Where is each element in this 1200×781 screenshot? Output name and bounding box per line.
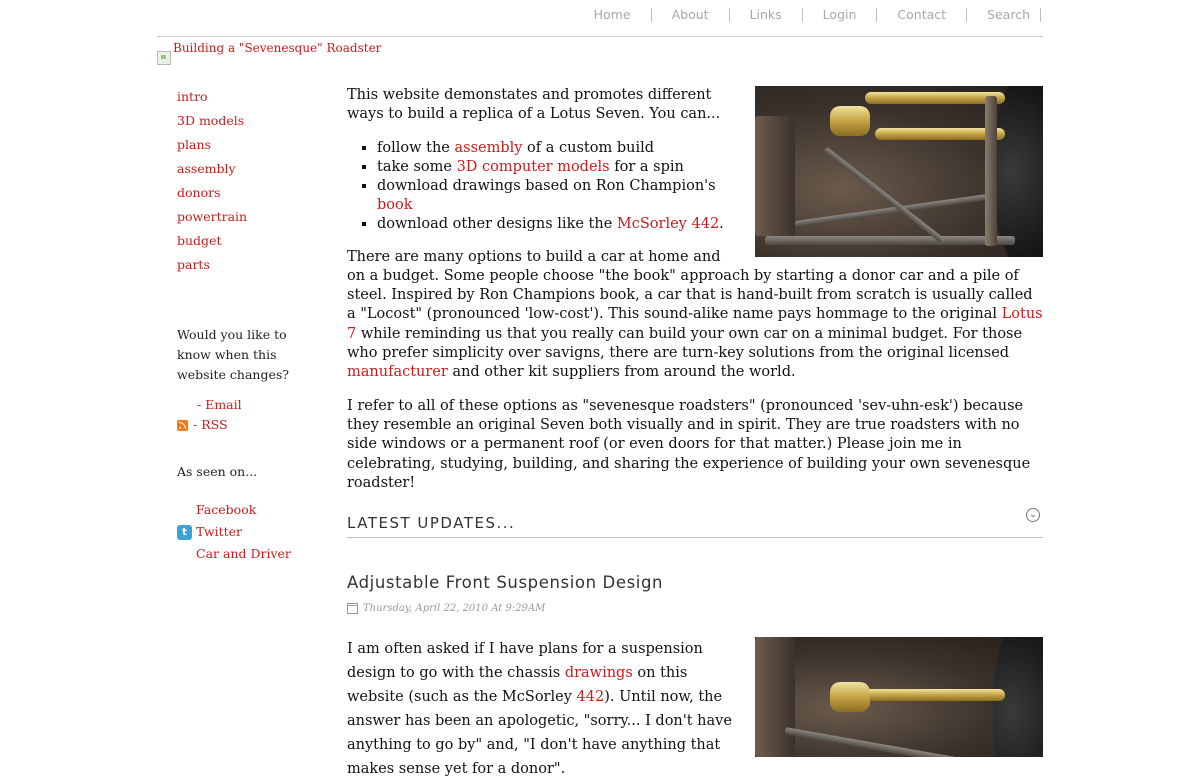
nav-contact[interactable]: Contact <box>877 8 967 22</box>
sidebar-item-3d-models[interactable]: 3D models <box>177 113 245 128</box>
as-seen-on-label: As seen on... <box>177 464 258 479</box>
subscribe-links <box>177 395 242 435</box>
assembly-link[interactable]: assembly <box>454 139 523 156</box>
sidebar-item-intro[interactable]: intro <box>177 89 208 104</box>
list-item: ▪ take some 3D computer models for a spin <box>377 158 1043 177</box>
notify-text: Would you like to know when this website changes? <box>177 327 289 382</box>
intro-paragraph-3: I refer to all of these options as "sevenesque roadsters" (pronounced 'sev-uhn-esk') because they resemble an original Seven both visually and in spirit. They are true roadsters with no side windows or a permanent roof (or even doors for that matter.) Please join me in celebrating, studying, building, and sharing the experience of building your own sevenesque roadster! <box>347 397 1031 491</box>
logo-alt-text: Building a "Sevenesque" Roadster <box>173 41 382 55</box>
car-and-driver-link[interactable]: Car and Driver <box>196 546 291 561</box>
list-item: ▪ follow the assembly of a custom build <box>377 139 1043 158</box>
rss-icon <box>177 420 188 431</box>
nav-login[interactable]: Login <box>803 8 878 22</box>
latest-updates-header <box>347 505 1043 538</box>
book-link[interactable]: book <box>377 196 413 213</box>
post-title[interactable]: Adjustable Front Suspension Design <box>347 573 664 592</box>
mcsorley-link[interactable]: McSorley 442 <box>616 215 720 232</box>
sidebar-nav <box>177 86 327 278</box>
manufacturer-link[interactable]: manufacturer <box>347 364 448 381</box>
nav-about[interactable]: About <box>652 8 730 22</box>
intro-paragraph-1: This website demonstates and promotes different ways to build a replica of a Lotus Seven. You can... <box>347 87 721 123</box>
intro-paragraph-2: There are many options to build a car at home and on a budget. Some people choose "the book" approach by starting a donor car and a pile of steel. Inspired by Ron Champions book, a car that is hand-built from scratch is usually called a "Locost" (pronounced 'low-cost'). This sound-alike name pays hommage to the original Lotus 7 while reminding us that you really can build your own car on a minimal budget. For those who prefer simplicity over savigns, there are turn-key solutions from the original licensed manufacturer and other kit suppliers from around the world. <box>347 248 1043 381</box>
list-item: ▪ download other designs like the McSorley 442. <box>377 215 1043 234</box>
sidebar-item-donors[interactable]: donors <box>177 185 221 200</box>
3d-models-link[interactable]: 3D computer models <box>456 158 610 175</box>
email-link[interactable]: - Email <box>197 397 242 412</box>
sidebar <box>177 86 327 561</box>
intro-content <box>347 86 1043 507</box>
rss-link[interactable]: - RSS <box>193 417 228 432</box>
post-date-text: Thursday, April 22, 2010 At 9:29AM <box>363 603 546 614</box>
sidebar-item-plans[interactable]: plans <box>177 137 211 152</box>
calendar-icon <box>347 603 358 614</box>
nav-list <box>574 8 1041 22</box>
drawings-link[interactable]: drawings <box>564 665 633 681</box>
post-body <box>347 637 1043 781</box>
post-date <box>347 603 545 614</box>
twitter-link[interactable]: Twitter <box>196 524 243 539</box>
facebook-link[interactable]: Facebook <box>196 502 257 517</box>
sidebar-item-assembly[interactable]: assembly <box>177 161 236 176</box>
top-navigation <box>157 0 1043 37</box>
chevron-down-icon[interactable]: ⌄ <box>1026 508 1040 522</box>
social-links <box>177 499 291 565</box>
post-photo <box>755 637 1043 757</box>
lotus-7-link[interactable]: Lotus 7 <box>347 306 1043 342</box>
sidebar-item-budget[interactable]: budget <box>177 233 222 248</box>
nav-home[interactable]: Home <box>574 8 652 22</box>
sidebar-item-parts[interactable]: parts <box>177 257 210 272</box>
broken-image-icon <box>157 51 171 65</box>
list-item: ▪ download drawings based on Ron Champion's book <box>377 177 1043 215</box>
442-link[interactable]: 442 <box>576 689 605 705</box>
suspension-photo <box>755 86 1043 257</box>
post-paragraph: I am often asked if I have plans for a suspension design to go with the chassis drawings on this website (such as the McSorley 442). Until now, the answer has been an apologetic, "sorry... I don't have anything to go by" and, "I don't have anything that makes sense yet for a donor". <box>347 641 732 777</box>
nav-search[interactable]: Search <box>967 8 1041 22</box>
site-logo[interactable] <box>157 41 382 68</box>
nav-links[interactable]: Links <box>730 8 803 22</box>
latest-updates-title: LATEST UPDATES... <box>347 514 516 532</box>
sidebar-item-powertrain[interactable]: powertrain <box>177 209 248 224</box>
twitter-icon: t <box>177 525 192 540</box>
